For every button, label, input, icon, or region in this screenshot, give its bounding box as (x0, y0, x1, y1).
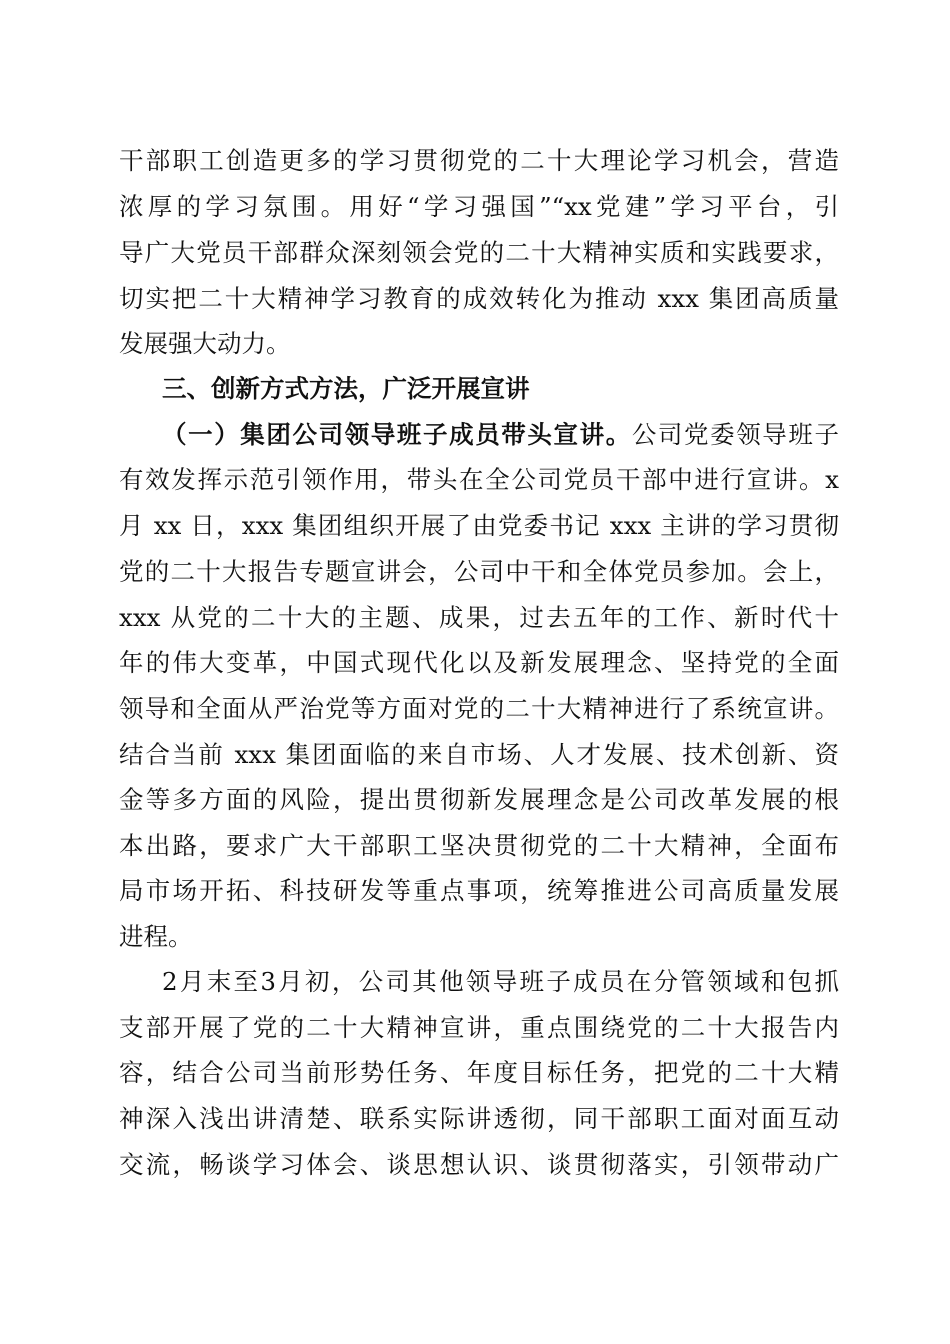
para2-line-3: 月 xx 日，xxx 集团组织开展了由党委书记 xxx 主讲的学习贯彻 (119, 511, 839, 540)
para3-line-2: 支部开展了党的二十大精神宣讲，重点围绕党的二十大报告内 (119, 1013, 839, 1042)
para2-line-10: 本出路，要求广大干部职工坚决贯彻党的二十大精神，全面布 (119, 831, 839, 860)
para1-line-3: 导广大党员干部群众深刻领会党的二十大精神实质和实践要求， (119, 238, 839, 267)
para2-line-5: xxx 从党的二十大的主题、成果，过去五年的工作、新时代十 (119, 603, 839, 632)
para2-line-9: 金等多方面的风险，提出贯彻新发展理念是公司改革发展的根 (119, 785, 839, 814)
para2-line-4: 党的二十大报告专题宣讲会，公司中干和全体党员参加。会上， (119, 557, 839, 586)
para3-line-5: 交流，畅谈学习体会、谈思想认识、谈贯彻落实，引领带动广 (119, 1150, 839, 1179)
section-heading: 三、创新方式方法，广泛开展宣讲 (162, 374, 530, 403)
para2-line-12: 进程。 (119, 922, 193, 951)
para2-line-6: 年的伟大变革，中国式现代化以及新发展理念、坚持党的全面 (119, 648, 839, 677)
para1-line-1: 干部职工创造更多的学习贯彻党的二十大理论学习机会，营造 (119, 146, 839, 175)
para1-line-2: 浓厚的学习氛围。用好“学习强国”“xx党建”学习平台，引 (119, 192, 839, 221)
para1-line-4: 切实把二十大精神学习教育的成效转化为推动 xxx 集团高质量 (119, 284, 839, 313)
para2-line-1-rest: 公司党委领导班子 (631, 420, 840, 449)
para3-line-4: 神深入浅出讲清楚、联系实际讲透彻，同干部职工面对面互动 (119, 1104, 839, 1133)
para2-line-1 (162, 413, 839, 457)
para3-line-3: 容，结合公司当前形势任务、年度目标任务，把党的二十大精 (119, 1058, 839, 1087)
subheading-run: （一）集团公司领导班子成员带头宣讲。 (162, 420, 632, 449)
para2-line-2: 有效发挥示范引领作用，带头在全公司党员干部中进行宣讲。x (119, 465, 839, 494)
para2-line-11: 局市场开拓、科技研发等重点事项，统筹推进公司高质量发展 (119, 876, 839, 905)
para2-line-8: 结合当前 xxx 集团面临的来自市场、人才发展、技术创新、资 (119, 740, 839, 769)
para3-line-1: 2月末至3月初，公司其他领导班子成员在分管领域和包抓 (162, 967, 839, 996)
para1-line-5: 发展强大动力。 (119, 329, 291, 358)
para2-line-7: 领导和全面从严治党等方面对党的二十大精神进行了系统宣讲。 (119, 694, 839, 723)
